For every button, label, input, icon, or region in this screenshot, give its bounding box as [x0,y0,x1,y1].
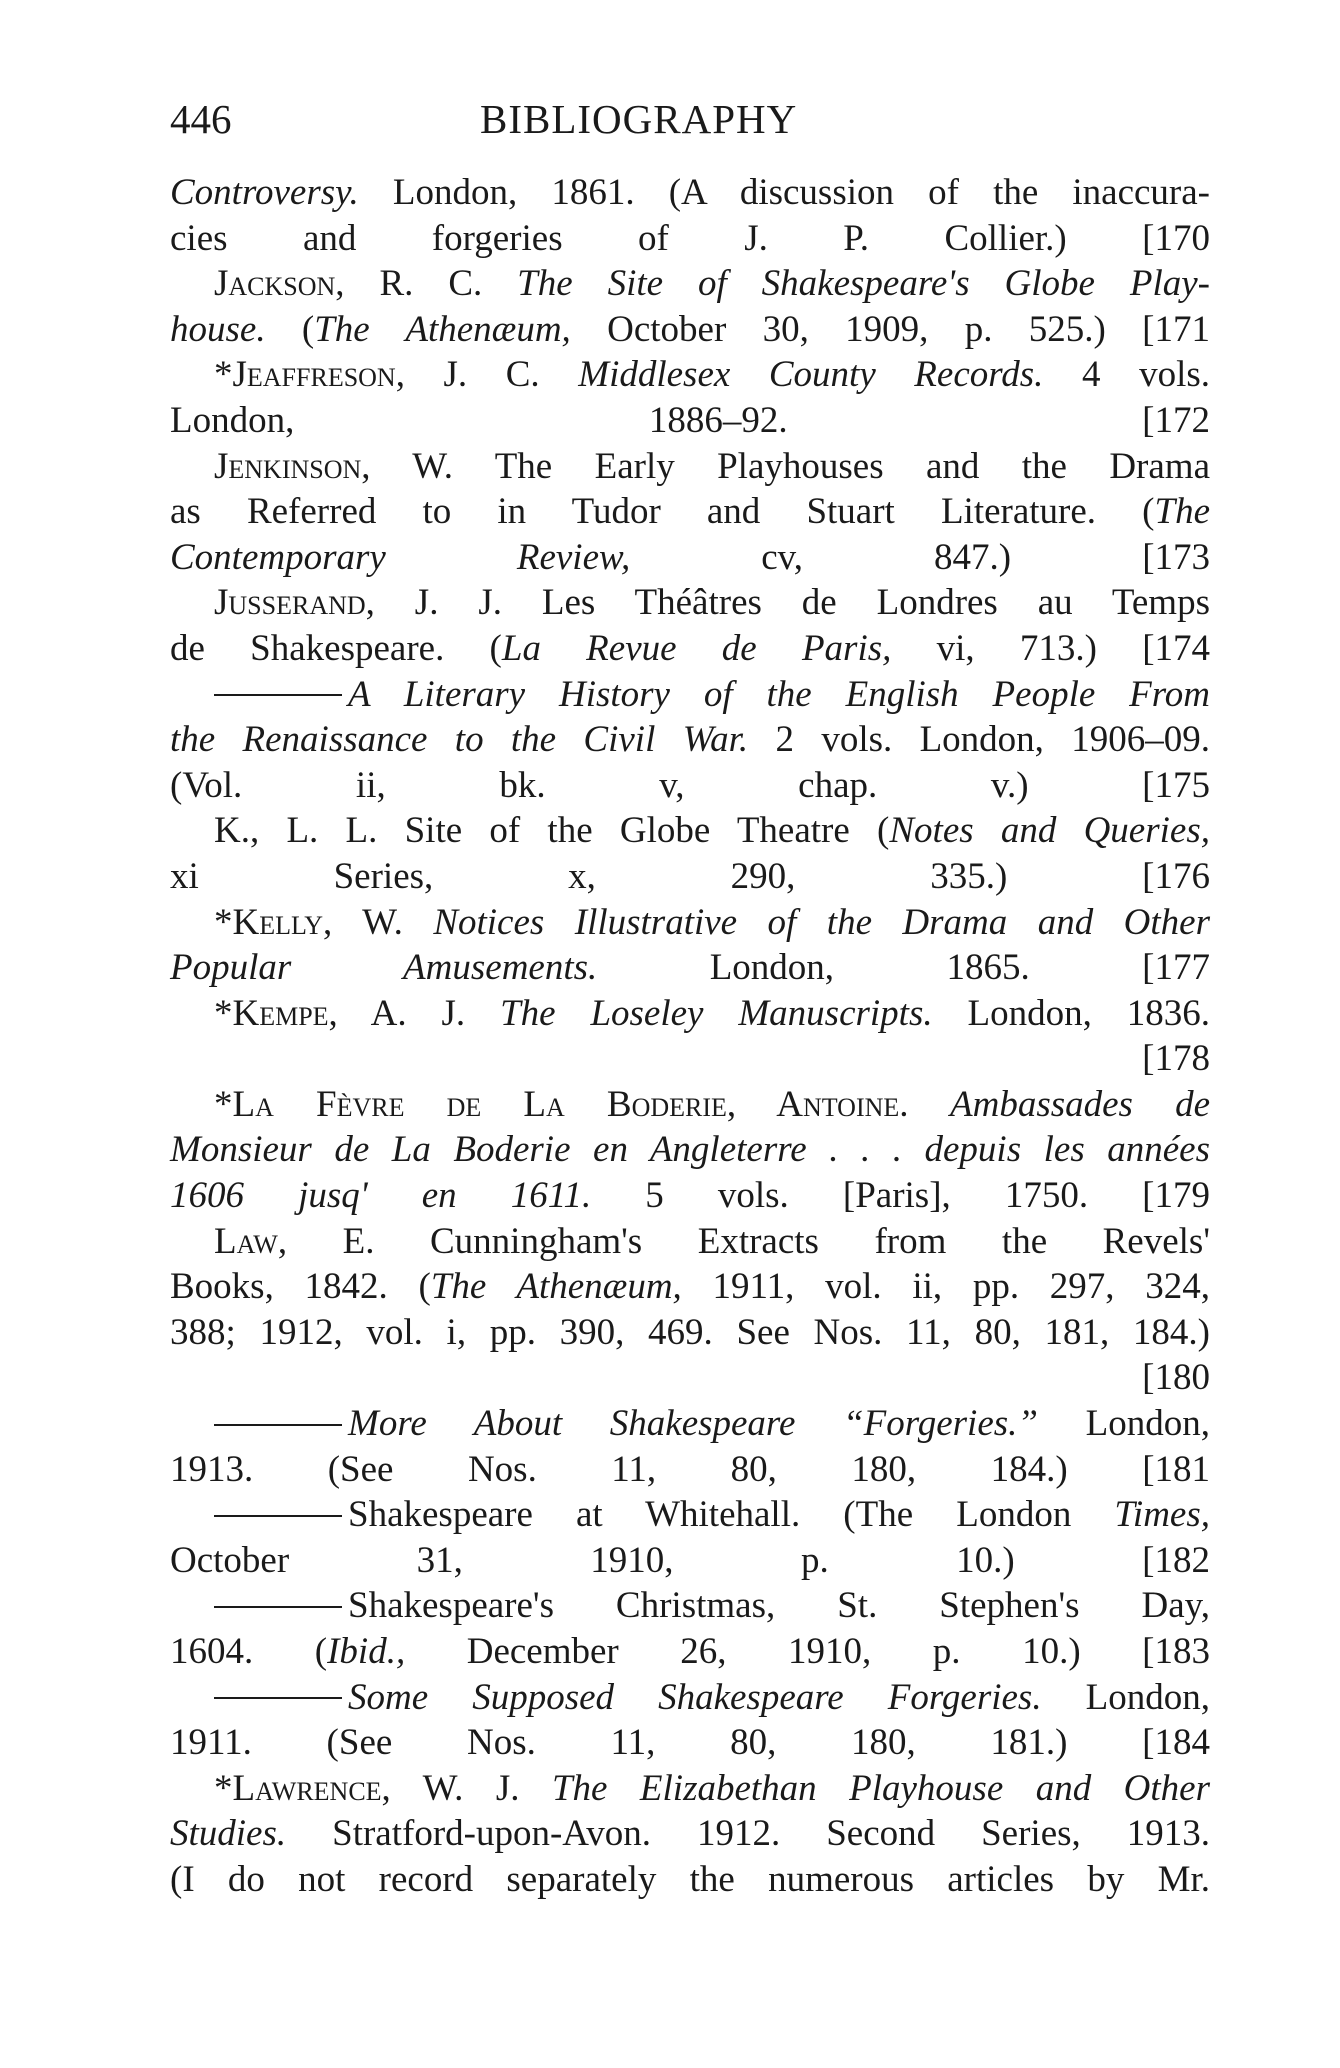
author-name: Law, [214,1220,288,1262]
title-text: The Athenæum, [430,1266,682,1308]
ditto-dash [214,1697,342,1699]
entry-number: [173 [1142,536,1211,578]
entry-start-line [170,1675,1210,1721]
line-text: W. The Early Playhouses and the Drama [370,445,1210,487]
title-text: Controversy. [170,172,359,213]
entry-start-line [170,1219,1210,1265]
title-text: The Elizabethan Playhouse and Other [551,1767,1210,1809]
line-text: 2 vols. London, 1906–09. [748,719,1211,761]
line-text: as Referred to in Tudor and Stuart Literature. ( [170,491,1155,533]
line-text: 1911, vol. ii, pp. 297, 324, [681,1266,1210,1308]
line-text: London, 1861. (A discussion of the inaccura- [358,172,1210,213]
text-line [170,398,1210,444]
line-text: 4 vols. [1043,354,1210,396]
ditto-dash [214,1424,342,1426]
text-line [170,1538,1210,1584]
line-text: W. J. [390,1767,552,1809]
line-text: vi, 713.) [891,627,1097,669]
title-text: 1606 jusq' en 1611. [170,1175,592,1217]
title-text: Studies. [170,1813,287,1855]
text-line [170,1264,1210,1310]
entry-number: [171 [1142,308,1210,350]
title-text: The Loseley Manuscripts. [500,992,933,1034]
line-text: E. Cunningham's Extracts from the Revels' [287,1220,1210,1262]
line-text: 1604. ( [170,1631,328,1672]
author-name: Jusserand, [214,582,375,624]
entry-number: [182 [1142,1539,1210,1581]
entry-number: [175 [1142,764,1210,806]
line-text: R. C. [344,263,518,305]
text-line [170,1629,1210,1675]
text-line [170,489,1210,535]
line-text: cv, 847.) [630,536,1012,578]
line-text: J. C. [404,354,579,396]
title-text: Contemporary Review, [170,536,631,578]
title-text: A Literary History of the English People From [348,673,1210,715]
line-text: K., L. L. Site of the Globe Theatre ( [214,810,890,852]
title-text: The [1154,491,1210,533]
line-text: (Vol. ii, bk. v, chap. v.) [170,764,1029,806]
entry-start-line [170,672,1210,718]
entry-start-line [170,900,1210,946]
author-name: *Kempe, [214,992,338,1034]
title-text: Ambassades de [908,1083,1211,1125]
title-text: Notices Illustrative of the Drama and Other [433,901,1210,943]
title-text: Ibid., [327,1631,406,1672]
entry-number: [178 [1142,1038,1210,1080]
line-text: London, [1041,1676,1210,1718]
text-line [170,216,1210,262]
entry-start-line [170,991,1210,1037]
line-text: December 26, 1910, p. 10.) [405,1631,1081,1672]
entry-start-line [170,580,1210,626]
title-text: More About Shakespeare “Forgeries.” [348,1403,1038,1445]
entry-number: [176 [1142,855,1210,897]
page-number: 446 [170,96,232,142]
line-text: xi Series, x, 290, 335.) [170,855,1008,897]
text-line [170,1127,1210,1173]
author-name: Jenkinson, [214,445,371,487]
entry-number: [170 [1142,217,1210,259]
entry-start-line [170,808,1210,854]
text-line [170,535,1210,581]
entry-number: [177 [1142,947,1210,989]
line-text: W. [332,901,434,943]
entry-number: [179 [1142,1175,1210,1217]
title-text: Times, [1114,1494,1210,1536]
title-text: The Site of Shakespeare's Globe Play- [517,263,1210,305]
entry-start-line [170,1082,1210,1128]
text-line [170,854,1210,900]
entry-number: [174 [1142,627,1211,669]
text-line [170,1857,1210,1903]
author-name: *Kelly, [214,901,333,943]
title-text: Popular Amusements. [170,947,598,989]
line-text: London, [1037,1403,1210,1445]
author-name: *La Fèvre de La Boderie, Antoine. [214,1083,909,1125]
line-text: cies and forgeries of J. P. Collier.) [170,217,1067,259]
entry-number: [183 [1142,1631,1210,1672]
line-text: Books, 1842. ( [170,1266,431,1308]
ditto-dash [214,694,342,696]
text-line [170,1355,1210,1401]
text-line [170,1036,1210,1082]
line-text: London, 1865. [597,947,1030,989]
entry-start-line [170,1583,1210,1629]
title-text: Some Supposed Shakespeare Forgeries. [348,1676,1042,1718]
text-line [170,1811,1210,1857]
text-line [170,1173,1210,1219]
title-text: La Revue de Paris, [501,627,892,669]
title-text: Middlesex County Records. [578,354,1044,396]
title-text: the Renaissance to the Civil War. [170,719,749,761]
entry-number: [181 [1142,1448,1211,1490]
page-header [170,84,1210,154]
text-line [170,1310,1210,1356]
text-line [170,170,1210,216]
bibliography-entries [170,170,1210,1903]
title-text: house. [170,308,266,350]
line-text: ( [265,308,315,350]
line-text: 1911. (See Nos. 11, 80, 180, 181.) [170,1722,1068,1764]
ditto-dash [214,1515,342,1517]
ditto-dash [214,1606,342,1608]
text-line [170,626,1210,672]
line-text: de Shakespeare. ( [170,627,502,669]
line-text: 388; 1912, vol. i, pp. 390, 469. See Nos. 11, 80, 181, 184.) [170,1311,1210,1353]
line-text: J. J. Les Théâtres de Londres au Temps [374,582,1210,624]
author-name: *Lawrence, [214,1767,391,1809]
line-text: October 30, 1909, p. 525.) [570,308,1106,350]
line-text: 5 vols. [Paris], 1750. [591,1175,1089,1217]
running-head: BIBLIOGRAPHY [480,96,798,142]
entry-start-line [170,444,1210,490]
text-line [170,763,1210,809]
title-text: Notes and Queries, [889,810,1210,852]
line-text: Shakespeare's Christmas, St. Stephen's Day, [348,1585,1210,1627]
entry-number: [184 [1142,1722,1210,1764]
line-text: A. J. [337,992,501,1034]
text-line [170,1447,1210,1493]
entry-number: [172 [1142,399,1210,441]
line-text: October 31, 1910, p. 10.) [170,1539,1015,1581]
entry-start-line [170,1766,1210,1812]
entry-start-line [170,352,1210,398]
text-line [170,717,1210,763]
text-line [170,1720,1210,1766]
entry-start-line [170,261,1210,307]
title-text: The Athenæum, [314,308,571,350]
entry-start-line [170,1492,1210,1538]
line-text: London, 1836. [932,992,1211,1034]
line-text: (I do not record separately the numerous articles by Mr. [170,1858,1210,1900]
text-line [170,945,1210,991]
line-text: Stratford-upon-Avon. 1912. Second Series, 1913. [286,1813,1210,1855]
line-text: 1913. (See Nos. 11, 80, 180, 184.) [170,1448,1068,1490]
text-line [170,307,1210,353]
entry-number: [180 [1142,1357,1210,1399]
author-name: Jackson, [214,263,345,305]
book-page [170,84,1210,1903]
entry-start-line [170,1401,1210,1447]
author-name: *Jeaffreson, [214,354,405,396]
line-text: London, 1886–92. [170,399,788,441]
line-text: Shakespeare at Whitehall. (The London [348,1494,1115,1536]
title-text: Monsieur de La Boderie en Angleterre . . . depuis les années [170,1129,1210,1171]
